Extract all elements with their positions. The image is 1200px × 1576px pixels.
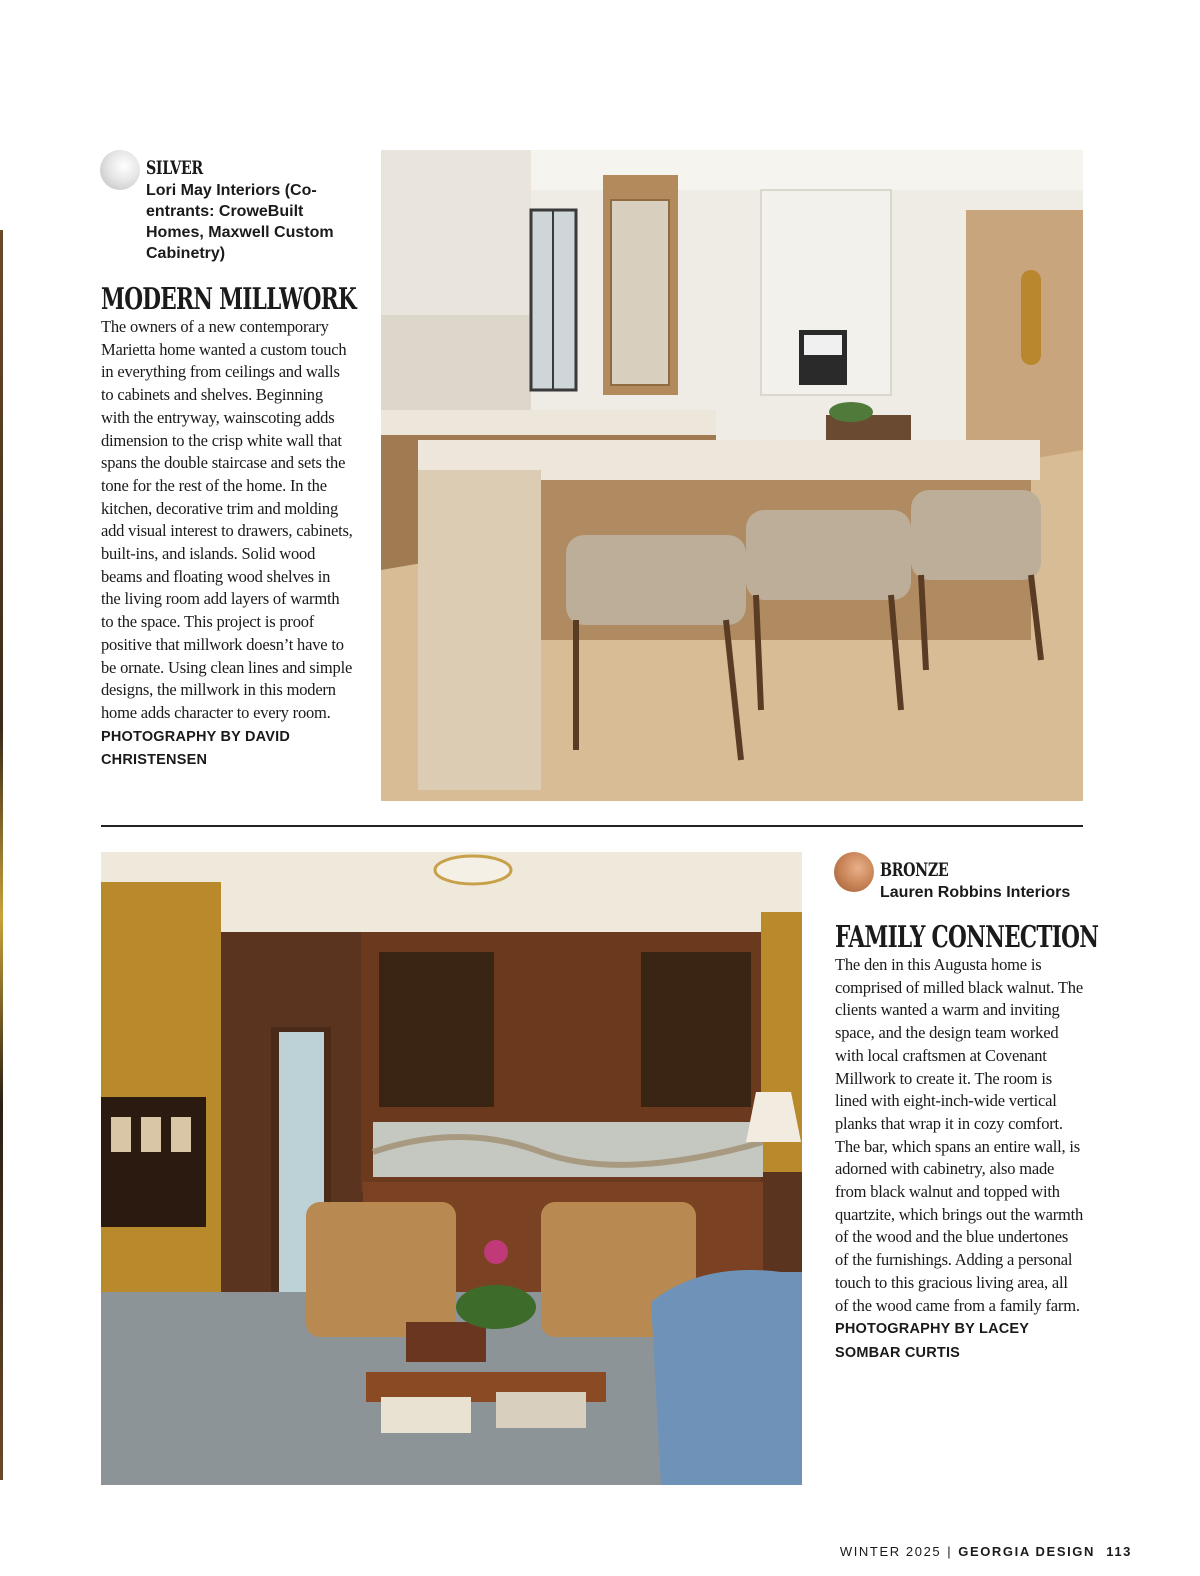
photo-credit: PHOTOGRAPHY BY LACEY SOMBAR CURTIS <box>835 1321 1029 1361</box>
award-level-bronze: BRONZE <box>880 859 949 881</box>
kitchen-photo <box>381 150 1083 801</box>
photo-credit: PHOTOGRAPHY BY DAVID CHRISTENSEN <box>101 728 291 769</box>
page-number: 113 <box>1106 1544 1132 1559</box>
silver-medal-icon <box>100 150 140 190</box>
magazine-name: GEORGIA DESIGN <box>958 1544 1095 1559</box>
body-text: The owners of a new contemporary Marietta home wanted a custom touch in everything from ceilings and walls to cabinets and shelves. Beginning with the entryway, wainscoting adds dimension to the crisp white wall that spans the double staircase and sets the tone for the rest of the home. In the kitchen, decorative trim and molding add visual interest to drawers, cabinets, built-ins, and islands. Solid wood beams and floating wood shelves in the living room add layers of warmth to the space. This project is proof positive that millwork doesn’t have to be ornate. Using clean lines and simple designs, the millwork in this modern home adds character to every room. <box>101 317 353 722</box>
article-body-family-connection <box>835 954 1085 1365</box>
footer-separator: | <box>947 1544 953 1559</box>
headline-family-connection: FAMILY CONNECTION <box>835 920 1099 955</box>
article-body-modern-millwork <box>101 316 353 772</box>
award-level-silver: SILVER <box>146 157 203 179</box>
award-firm-bronze: Lauren Robbins Interiors <box>880 884 1071 901</box>
section-divider <box>101 825 1083 827</box>
den-photo <box>101 852 802 1485</box>
bronze-medal-icon <box>834 852 874 892</box>
page-footer <box>840 1544 1132 1559</box>
issue-date: WINTER 2025 <box>839 1544 942 1559</box>
headline-modern-millwork: MODERN MILLWORK <box>101 282 357 317</box>
body-text: The den in this Augusta home is comprised of milled black walnut. The clients wanted a warm and inviting space, and the design team worked with local craftsmen at Covenant Millwork to create it. The room is lined with eight-inch-wide vertical planks that wrap it in cozy comfort. The bar, which spans an entire wall, is adorned with cabinetry, also made from black walnut and topped with quartzite, which brings out the warmth of the wood and the blue undertones of the furnishings. Adding a personal touch to this gracious living area, all of the wood came from a family farm. <box>835 955 1084 1315</box>
adjacent-page-edge <box>0 230 3 1480</box>
award-firm-silver: Lori May Interiors (Co-entrants: CroweBuilt Homes, Maxwell Custom Cabinetry) <box>146 182 334 262</box>
